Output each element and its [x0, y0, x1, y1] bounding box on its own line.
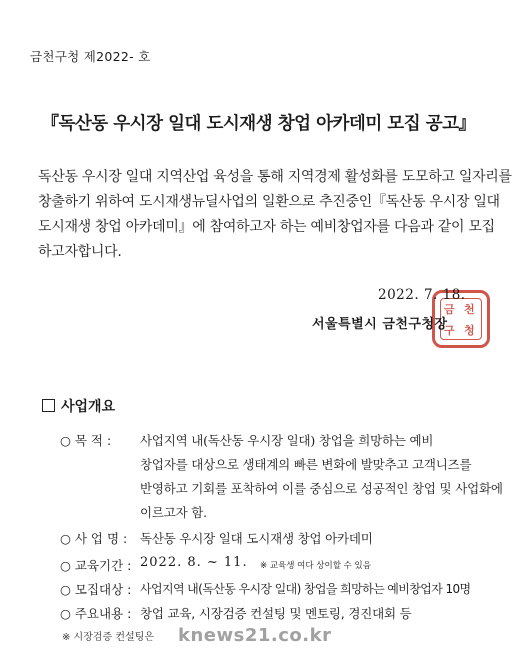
footnote: ※ 시장검증 컨설팅은 [62, 632, 155, 643]
purpose-label: ○ 목 적 : [60, 433, 112, 448]
official-seal: 금 천 구 청 [432, 290, 490, 348]
project-name-value: 독산동 우시장 일대 도시재생 창업 아카데미 [140, 531, 373, 546]
period-note: ※ 교육생 여다 상이할 수 있음 [260, 561, 371, 571]
purpose-line-1: 사업지역 내(독산동 우시장 일대) 창업을 희망하는 예비 [140, 433, 434, 448]
period-label: ○ 교육기간 : [60, 558, 132, 573]
intro-line-2: 창출하기 위하여 도시재생뉴딜사업의 일환으로 추진중인『독산동 우시장 일대 [38, 194, 500, 210]
notice-date: 2022. 7. 18. [378, 287, 466, 303]
intro-line-1: 독산동 우시장 일대 지역산업 육성을 통해 지역경제 활성화를 도모하고 일자리를 [38, 169, 512, 185]
watermark: knews21.co.kr [178, 625, 332, 646]
issuer-name: 서울특별시 금천구청장 [312, 317, 448, 332]
section-header [42, 396, 115, 416]
document-number: 금천구청 제2022- 호 [30, 49, 151, 64]
purpose-line-4: 이르고자 함. [140, 505, 207, 520]
content-label: ○ 주요내용 : [60, 606, 132, 621]
project-name-label: ○ 사 업 명 : [60, 531, 128, 546]
purpose-line-2: 창업자를 대상으로 생태계의 빠른 변화에 발맞추고 고객니즈를 [140, 457, 472, 472]
purpose-line-3: 반영하고 기회를 포착하여 이를 중심으로 성공적인 창업 및 사업화에 [140, 481, 503, 496]
section-title: 사업개요 [61, 399, 116, 415]
intro-line-3: 도시재생 창업 아카데미』에 참여하고자 하는 예비창업자를 다음과 같이 모집 [38, 219, 495, 235]
period-value: 2022. 8. ~ 11. [140, 555, 248, 570]
intro-line-4: 하고자합니다. [38, 244, 122, 260]
content-value: 창업 교육, 시장검증 컨설팅 및 멘토링, 경진대회 등 [140, 606, 412, 621]
checkbox-square-icon [42, 399, 55, 412]
target-label: ○ 모집대상 : [60, 582, 132, 597]
notice-title: 『독산동 우시장 일대 도시재생 창업 아카데미 모집 공고』 [41, 114, 476, 134]
target-value: 사업지역 내(독산동 우시장 일대) 창업을 희망하는 예비창업자 10명 [140, 582, 471, 596]
